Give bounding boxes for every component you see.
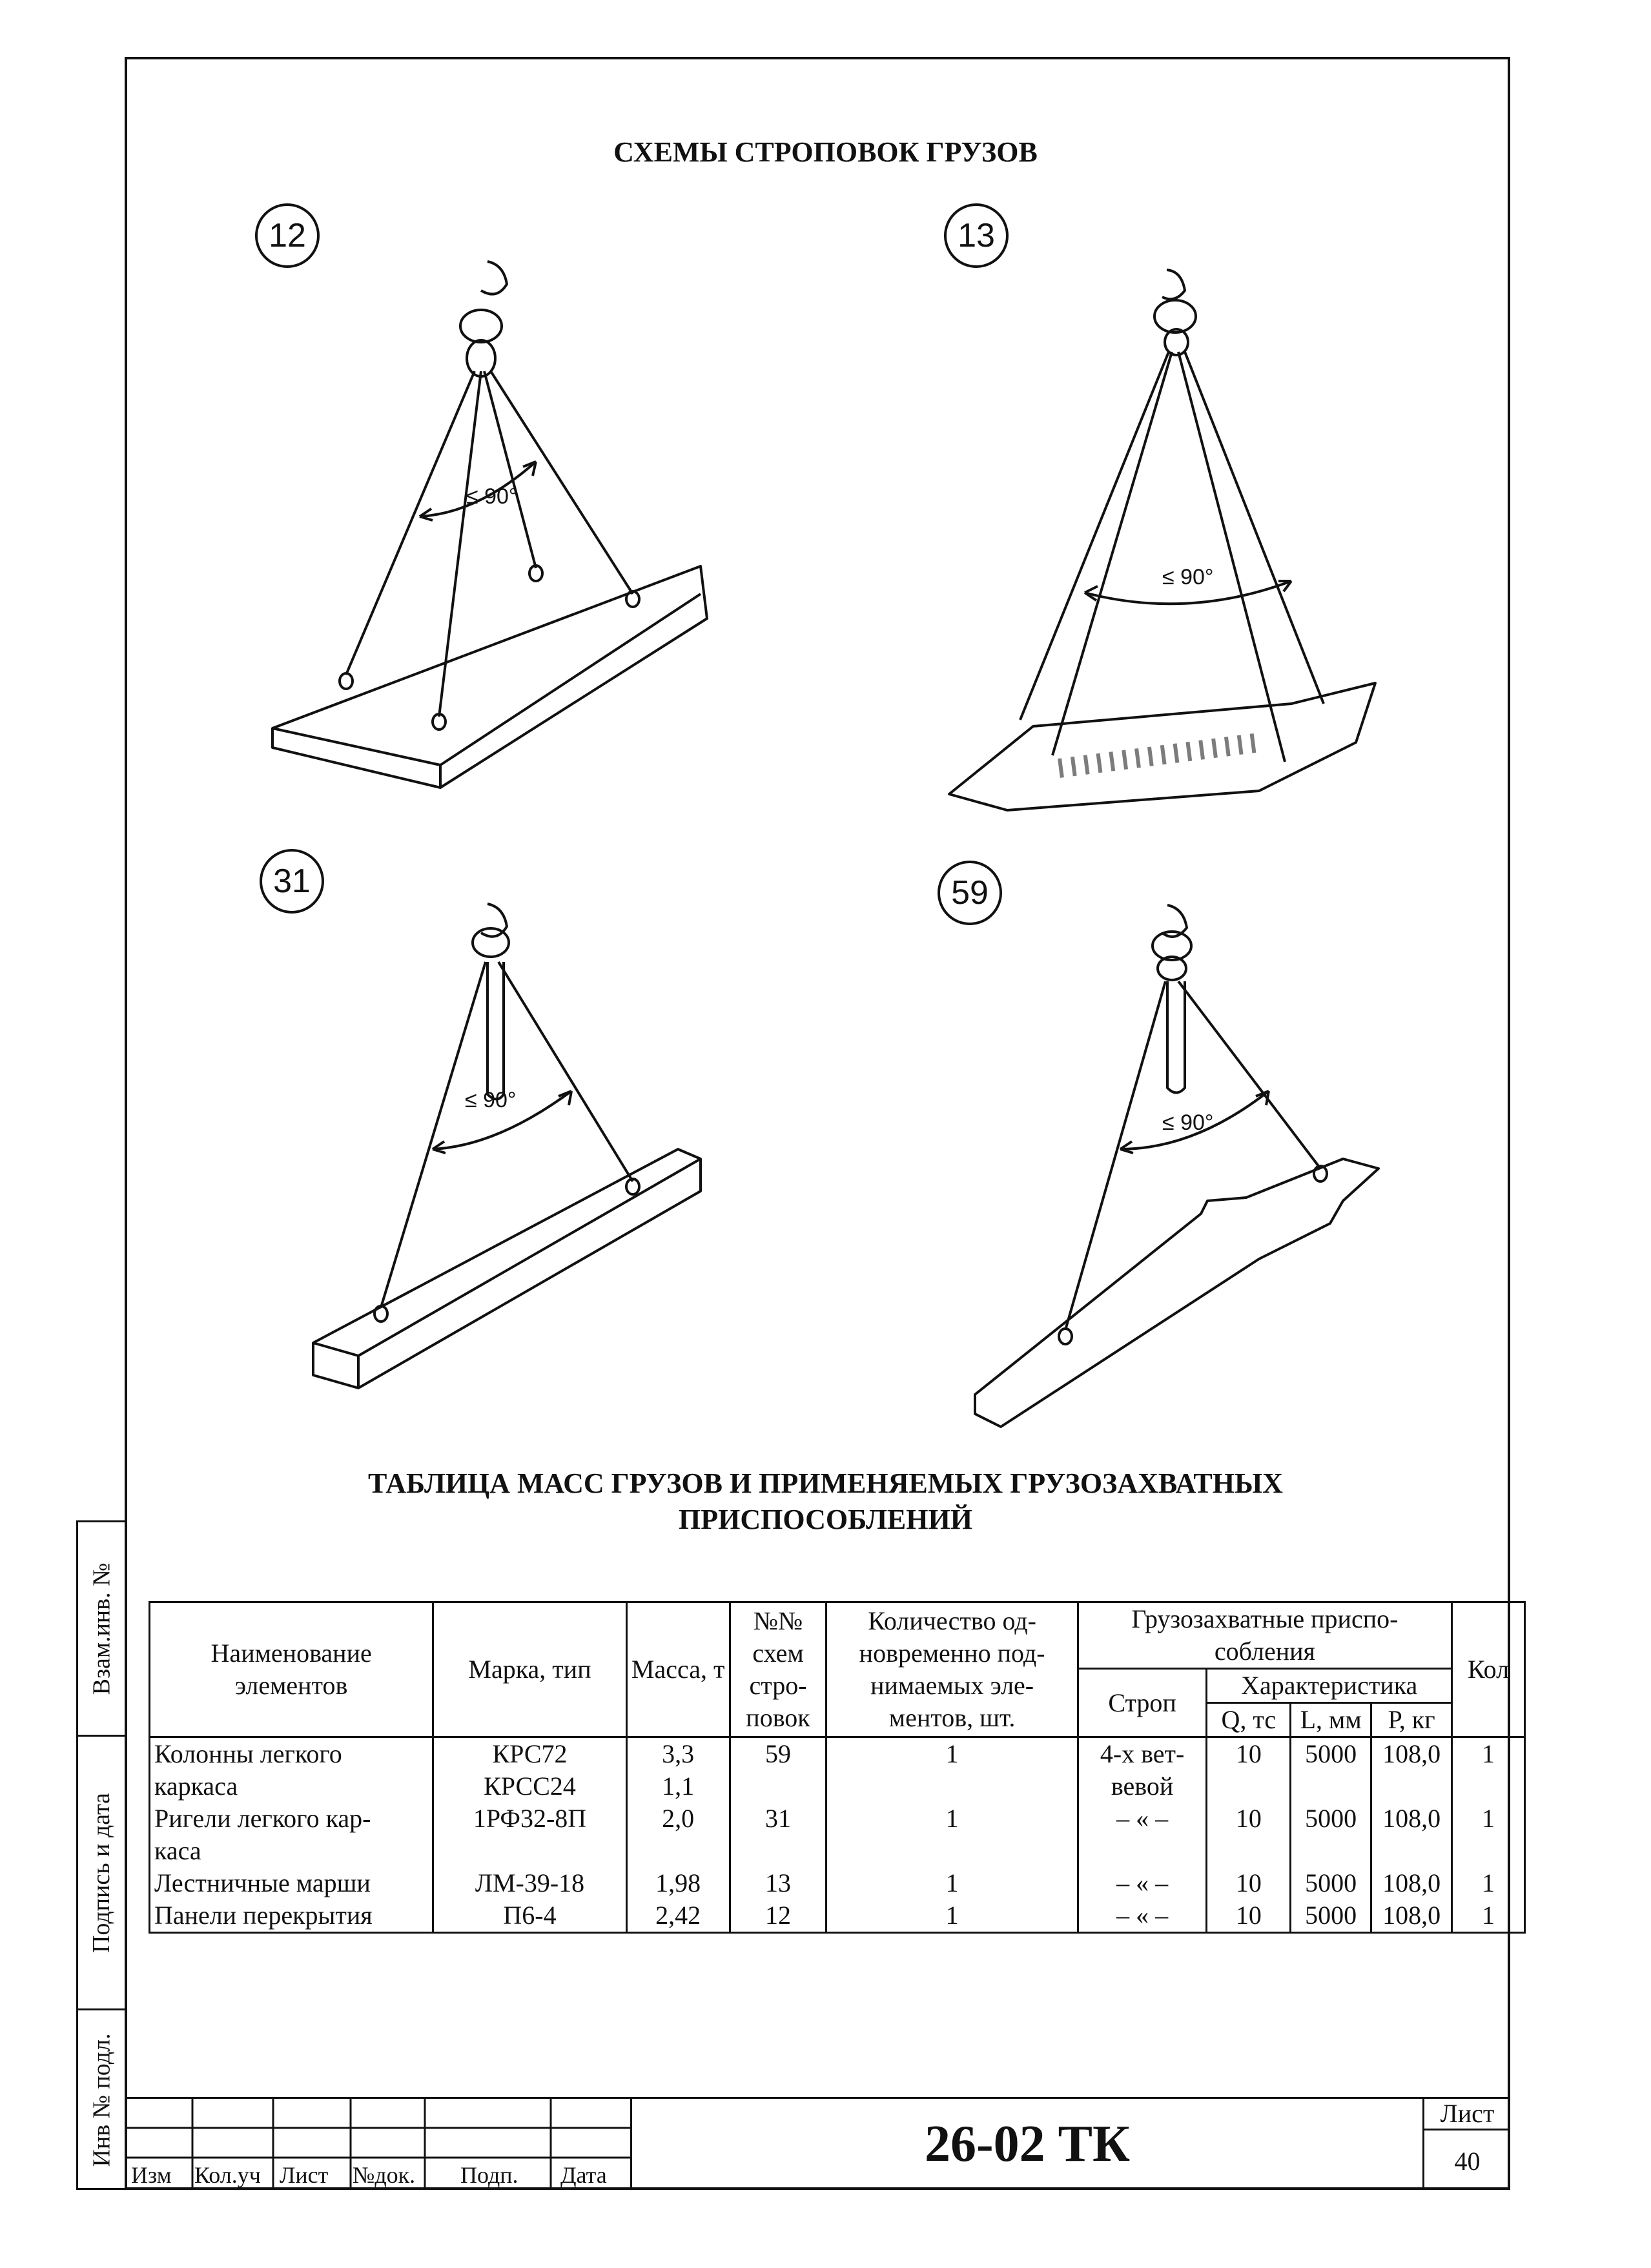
scheme-number-12: 12 <box>255 203 320 268</box>
cell-count <box>826 1835 1078 1867</box>
scheme-59-angle: ≤ 90° <box>1162 1110 1214 1135</box>
header-l: L, мм <box>1291 1703 1371 1737</box>
cell-p: 108,0 <box>1371 1867 1452 1899</box>
cell-scheme: 31 <box>730 1803 826 1835</box>
cell-l: 5000 <box>1291 1899 1371 1933</box>
header-p: Р, кг <box>1371 1703 1452 1737</box>
page-title: СХЕМЫ СТРОПОВОК ГРУЗОВ <box>613 136 1038 168</box>
cell-kol <box>1452 1835 1525 1867</box>
cell-q: 10 <box>1207 1803 1291 1835</box>
scheme-13-drawing <box>949 270 1375 810</box>
stamp-list: Лист <box>280 2162 329 2188</box>
table-row <box>150 1737 1525 1771</box>
mass-table <box>149 1601 1526 1934</box>
table-row <box>150 1835 1525 1867</box>
cell-name: Колонны легкого <box>150 1737 433 1771</box>
cell-q: 10 <box>1207 1737 1291 1771</box>
header-mark: Марка, тип <box>433 1602 626 1737</box>
cell-mark <box>433 1835 626 1867</box>
sheet-number: 40 <box>1454 2147 1481 2176</box>
cell-sling: – « – <box>1078 1899 1207 1933</box>
cell-name: Ригели легкого кар- <box>150 1803 433 1835</box>
header-sling: Строп <box>1078 1669 1207 1737</box>
cell-scheme: 12 <box>730 1899 826 1933</box>
scheme-31-angle: ≤ 90° <box>465 1088 517 1112</box>
document-code: 26-02 ТК <box>630 2097 1422 2190</box>
stamp-data: Дата <box>560 2162 607 2188</box>
cell-mass: 2,42 <box>626 1899 730 1933</box>
header-scheme: №№ схем стро- повок <box>730 1602 826 1737</box>
header-count: Количество од- новременно под- нимаемых эле- ментов, шт. <box>826 1602 1078 1737</box>
cell-p: 108,0 <box>1371 1737 1452 1771</box>
cell-mark: П6-4 <box>433 1899 626 1933</box>
cell-count: 1 <box>826 1803 1078 1835</box>
side-cell-vzam <box>78 1522 125 1737</box>
scheme-13-angle: ≤ 90° <box>1162 565 1214 589</box>
side-inv-label: Инв № подл. <box>88 2033 116 2167</box>
title-block <box>125 2097 1510 2190</box>
cell-l: 5000 <box>1291 1803 1371 1835</box>
header-q: Q, тс <box>1207 1703 1291 1737</box>
scheme-31-drawing <box>313 904 701 1388</box>
cell-mark: 1РФ32-8П <box>433 1803 626 1835</box>
cell-p <box>1371 1835 1452 1867</box>
sheet-label: Лист <box>1424 2099 1510 2130</box>
table-row <box>150 1899 1525 1933</box>
stamp-podp: Подп. <box>460 2162 518 2188</box>
cell-scheme: 59 <box>730 1737 826 1771</box>
scheme-number-59: 59 <box>938 861 1002 925</box>
cell-name: каркаса <box>150 1770 433 1803</box>
cell-sling: – « – <box>1078 1803 1207 1835</box>
cell-count: 1 <box>826 1737 1078 1771</box>
cell-name: Лестничные марши <box>150 1867 433 1899</box>
side-cell-podpis <box>78 1737 125 2010</box>
stamp-n-dok: №док. <box>353 2162 416 2188</box>
cell-scheme <box>730 1770 826 1803</box>
side-podpis-label: Подпись и дата <box>88 1792 116 1953</box>
sheet-box <box>1422 2097 1510 2190</box>
cell-name: каса <box>150 1835 433 1867</box>
side-stamp <box>76 1520 125 2190</box>
cell-mark: ЛМ-39-18 <box>433 1867 626 1899</box>
header-name: Наименование элементов <box>150 1602 433 1737</box>
stamp-kol-uch: Кол.уч <box>194 2162 261 2188</box>
cell-scheme <box>730 1835 826 1867</box>
cell-l: 5000 <box>1291 1867 1371 1899</box>
table-title <box>0 1466 1651 1538</box>
table-title-line2: ПРИСПОСОБЛЕНИЙ <box>679 1504 972 1535</box>
cell-count: 1 <box>826 1867 1078 1899</box>
header-kol: Кол <box>1452 1602 1525 1737</box>
cell-q <box>1207 1835 1291 1867</box>
scheme-number-31: 31 <box>260 849 324 914</box>
cell-scheme: 13 <box>730 1867 826 1899</box>
cell-mass: 2,0 <box>626 1803 730 1835</box>
side-vzam-label: Взам.инв. № <box>88 1562 116 1695</box>
cell-sling: 4-х вет- <box>1078 1737 1207 1771</box>
header-devices: Грузозахватные приспо- собления <box>1078 1602 1451 1669</box>
table-row <box>150 1867 1525 1899</box>
cell-sling: – « – <box>1078 1867 1207 1899</box>
cell-count <box>826 1770 1078 1803</box>
cell-mass: 3,3 <box>626 1737 730 1771</box>
cell-p: 108,0 <box>1371 1803 1452 1835</box>
cell-q: 10 <box>1207 1867 1291 1899</box>
table-row <box>150 1770 1525 1803</box>
cell-mass <box>626 1835 730 1867</box>
cell-name: Панели перекрытия <box>150 1899 433 1933</box>
table-title-line1: ТАБЛИЦА МАСС ГРУЗОВ И ПРИМЕНЯЕМЫХ ГРУЗОЗАХВАТНЫХ <box>368 1467 1283 1499</box>
stamp-izm: Изм <box>131 2162 172 2188</box>
cell-kol: 1 <box>1452 1803 1525 1835</box>
cell-mark: КРСС24 <box>433 1770 626 1803</box>
header-mass: Масса, т <box>626 1602 730 1737</box>
cell-l <box>1291 1770 1371 1803</box>
cell-kol: 1 <box>1452 1867 1525 1899</box>
cell-mass: 1,1 <box>626 1770 730 1803</box>
side-cell-inv <box>78 2010 125 2190</box>
cell-q <box>1207 1770 1291 1803</box>
cell-l: 5000 <box>1291 1737 1371 1771</box>
cell-count: 1 <box>826 1899 1078 1933</box>
scheme-12-angle: ≤ 90° <box>466 484 518 509</box>
scheme-12-drawing <box>272 261 707 788</box>
cell-kol: 1 <box>1452 1737 1525 1771</box>
cell-kol: 1 <box>1452 1899 1525 1933</box>
cell-sling: вевой <box>1078 1770 1207 1803</box>
cell-mass: 1,98 <box>626 1867 730 1899</box>
cell-l <box>1291 1835 1371 1867</box>
cell-sling <box>1078 1835 1207 1867</box>
cell-kol <box>1452 1770 1525 1803</box>
table-row <box>150 1803 1525 1835</box>
header-characteristic: Характеристика <box>1207 1669 1452 1703</box>
scheme-number-13: 13 <box>944 203 1009 268</box>
scheme-59-drawing <box>975 905 1379 1427</box>
cell-p: 108,0 <box>1371 1899 1452 1933</box>
cell-p <box>1371 1770 1452 1803</box>
cell-q: 10 <box>1207 1899 1291 1933</box>
cell-mark: КРС72 <box>433 1737 626 1771</box>
